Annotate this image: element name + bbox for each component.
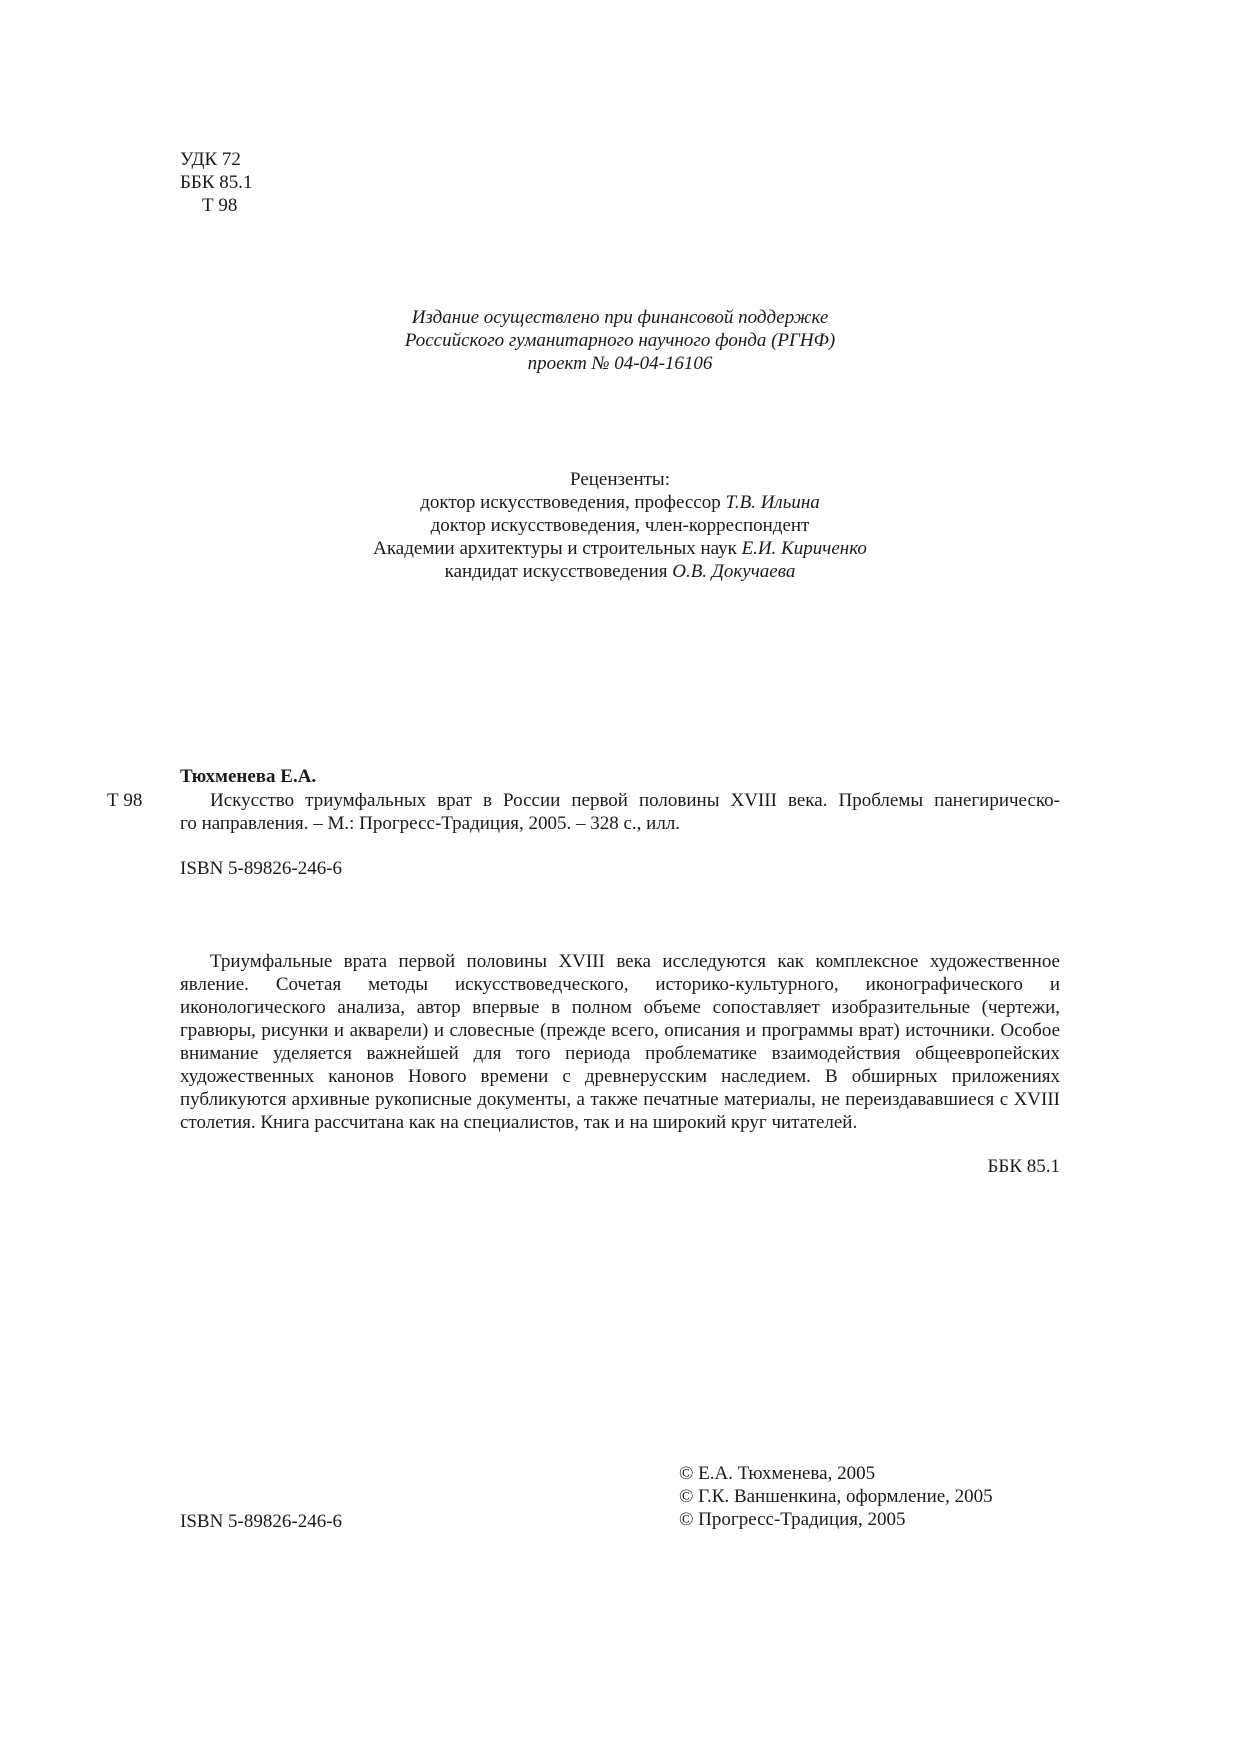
annotation (180, 950, 1060, 1134)
classification-block (180, 148, 253, 217)
bbk-code: ББК 85.1 (180, 172, 253, 193)
reviewer-2-name: Е.И. Кириченко (741, 538, 867, 559)
reviewers-heading: Рецензенты: (570, 469, 670, 490)
reviewer-2-title-line-1: доктор искусствоведения, член-корреспондент (430, 515, 810, 536)
catalog-description (180, 789, 1060, 835)
catalog-author: Тюхменева Е.А. (180, 766, 317, 787)
copyright-publisher: © Прогресс-Традиция, 2005 (679, 1509, 906, 1530)
reviewer-1-title: доктор искусствоведения, профессор (420, 492, 721, 513)
copyright-author: © Е.А. Тюхменева, 2005 (679, 1463, 876, 1484)
reviewer-2 (260, 537, 980, 560)
reviewer-3-name: О.В. Докучаева (672, 561, 796, 582)
reviewer-2-title: Академии архитектуры и строительных наук (373, 538, 737, 559)
funding-note (300, 306, 940, 375)
catalog-description-line-2: го направления. – М.: Прогресс-Традиция, 2005. – 328 с., илл. (180, 813, 681, 834)
catalog-isbn: ISBN 5-89826-246-6 (180, 858, 343, 879)
funding-line-1: Издание осуществлено при финансовой поддержке (411, 307, 829, 328)
reviewer-1-name: Т.В. Ильина (725, 492, 820, 513)
catalog-description-line-1: Искусство триумфальных врат в России первой половины XVIII века. Проблемы панегирическо- (210, 790, 1060, 811)
annotation-text: Триумфальные врата первой половины XVIII века исследуются как комплексное художественное явление. Сочетая методы искусствоведческого, историко-культурного, иконографического и иконологического анализа, автор впервые в полном объеме сопоставляет изобразительные (чертежи, гравюры, рисунки и акварели) и словесные (прежде всего, описания и программы врат) источники. Особое внимание уделяется важнейшей для того периода проблематике взаимодействия общеевропейских художественных канонов Нового времени с древнерусским наследием. В обширных приложениях публикуются архивные рукописные документы, а также печатные материалы, не переиздававшиеся с XVIII столетия. Книга рассчитана как на специалистов, так и на широкий круг читателей. (180, 951, 1060, 1133)
reviewer-3 (260, 560, 980, 583)
catalog-code: Т 98 (107, 790, 143, 811)
reviewer-1 (260, 491, 980, 514)
isbn-footer: ISBN 5-89826-246-6 (180, 1511, 343, 1532)
bbk-footer: ББК 85.1 (987, 1156, 1060, 1177)
funding-line-3: проект № 04-04-16106 (527, 353, 713, 374)
author-mark: Т 98 (202, 195, 238, 216)
copyright-design: © Г.К. Ваншенкина, оформление, 2005 (679, 1486, 993, 1507)
copyright-block (679, 1462, 993, 1531)
reviewers-block (260, 468, 980, 583)
udk-code: УДК 72 (180, 149, 241, 170)
funding-line-2: Российского гуманитарного научного фонда (РГНФ) (404, 330, 836, 351)
reviewer-3-title: кандидат искусствоведения (444, 561, 668, 582)
